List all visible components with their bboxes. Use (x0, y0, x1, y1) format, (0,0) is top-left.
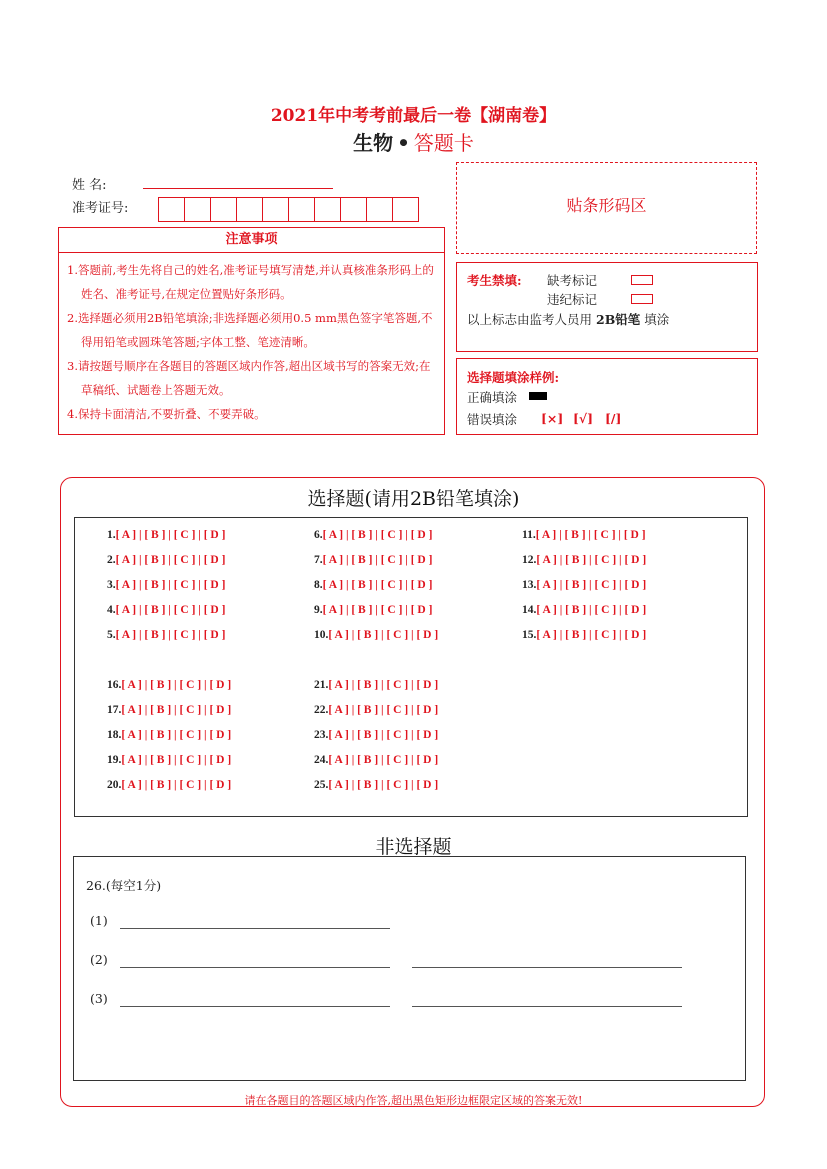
note-prefix: 以上标志由监考人员用 (467, 312, 593, 327)
note-suffix: 填涂 (644, 312, 670, 327)
question-number: 18. (107, 729, 122, 741)
mcq-question[interactable] (107, 704, 231, 716)
mcq-question[interactable] (314, 579, 432, 591)
question-number: 16. (107, 679, 122, 691)
blank-label: (1) (90, 913, 108, 928)
id-cell[interactable] (262, 197, 289, 222)
question-number: 23. (314, 729, 329, 741)
forbidden-note (467, 310, 669, 328)
fill-example-box (456, 358, 758, 435)
answer-options[interactable]: [ A ] | [ B ] | [ C ] | [ D ] (115, 629, 226, 641)
mcq-question[interactable] (522, 579, 646, 591)
mcq-question[interactable] (522, 629, 646, 641)
answer-options[interactable]: [ A ] | [ B ] | [ C ] | [ D ] (121, 704, 232, 716)
mcq-question[interactable] (107, 579, 225, 591)
id-label: 准考证号: (72, 201, 129, 216)
question-number: 14. (522, 604, 537, 616)
forbidden-box (456, 262, 758, 352)
id-cell[interactable] (158, 197, 185, 222)
footer-warning: 请在各题目的答题区域内作答,超出黑色矩形边框限定区域的答案无效! (244, 1094, 583, 1107)
answer-options[interactable]: [ A ] | [ B ] | [ C ] | [ D ] (322, 604, 433, 616)
answer-options[interactable]: [ A ] | [ B ] | [ C ] | [ D ] (121, 779, 232, 791)
notice-list (59, 253, 444, 426)
mcq-question[interactable] (314, 604, 432, 616)
answer-options[interactable]: [ A ] | [ B ] | [ C ] | [ D ] (535, 529, 646, 541)
question-number: 9. (314, 604, 323, 616)
free-response-box (73, 856, 746, 1081)
id-cell[interactable] (288, 197, 315, 222)
mcq-question[interactable] (314, 679, 438, 691)
barcode-area (456, 162, 757, 254)
mcq-question[interactable] (522, 554, 646, 566)
mcq-question[interactable] (314, 754, 438, 766)
answer-options[interactable]: [ A ] | [ B ] | [ C ] | [ D ] (328, 779, 439, 791)
question-number: 3. (107, 579, 116, 591)
blank-label: (3) (90, 991, 108, 1006)
id-cell[interactable] (184, 197, 211, 222)
question-number: 2. (107, 554, 116, 566)
question-number: 25. (314, 779, 329, 791)
subject-title (0, 127, 827, 156)
name-label: 姓 名: (72, 178, 107, 193)
question-number: 7. (314, 554, 323, 566)
answer-options[interactable]: [ A ] | [ B ] | [ C ] | [ D ] (328, 629, 439, 641)
mcq-question[interactable] (314, 729, 438, 741)
notice-item: 4.保持卡面清洁,不要折叠、不要弄破。 (67, 407, 266, 421)
question-number: 24. (314, 754, 329, 766)
absent-label: 缺考标记 (547, 273, 598, 288)
question-number: 1. (107, 529, 116, 541)
answer-options[interactable]: [ A ] | [ B ] | [ C ] | [ D ] (322, 579, 433, 591)
id-cell[interactable] (210, 197, 237, 222)
answer-options[interactable]: [ A ] | [ B ] | [ C ] | [ D ] (536, 604, 647, 616)
absent-mark[interactable] (631, 275, 653, 285)
question-number: 15. (522, 629, 537, 641)
mcq-question[interactable] (522, 529, 646, 541)
wrong-mark: [×] (541, 411, 564, 426)
notice-item: 3.请按题号顺序在各题目的答题区域内作答,超出区域书写的答案无效;在草稿纸、试题卷上答题无效。 (67, 359, 431, 397)
answer-options[interactable]: [ A ] | [ B ] | [ C ] | [ D ] (328, 679, 439, 691)
answer-options[interactable]: [ A ] | [ B ] | [ C ] | [ D ] (115, 554, 226, 566)
notice-heading: 注意事项 (59, 228, 444, 253)
title-separator: • (397, 131, 410, 155)
answer-options[interactable]: [ A ] | [ B ] | [ C ] | [ D ] (121, 754, 232, 766)
mcq-question[interactable] (314, 554, 432, 566)
question-26-label: 26.(每空1分) (86, 878, 162, 893)
mcq-question[interactable] (107, 729, 231, 741)
fill-example-heading: 选择题填涂样例: (467, 370, 560, 385)
subject-name: 生物 (353, 131, 394, 155)
question-number: 10. (314, 629, 329, 641)
exam-title: 2021年中考考前最后一卷【湖南卷】 (270, 106, 557, 126)
forbidden-label: 考生禁填: (467, 273, 522, 288)
note-bold: 2B铅笔 (596, 312, 641, 327)
answer-options[interactable]: [ A ] | [ B ] | [ C ] | [ D ] (328, 754, 439, 766)
id-cell[interactable] (314, 197, 341, 222)
answer-line[interactable] (120, 928, 390, 929)
question-number: 8. (314, 579, 323, 591)
answer-options[interactable]: [ A ] | [ B ] | [ C ] | [ D ] (115, 529, 226, 541)
answer-line[interactable] (412, 1006, 682, 1007)
id-number-boxes[interactable] (158, 197, 419, 222)
answer-options[interactable]: [ A ] | [ B ] | [ C ] | [ D ] (121, 679, 232, 691)
question-number: 4. (107, 604, 116, 616)
question-number: 21. (314, 679, 329, 691)
mcq-question[interactable] (522, 604, 646, 616)
mcq-question[interactable] (107, 629, 225, 641)
id-cell[interactable] (236, 197, 263, 222)
wrong-mark: [√] (573, 411, 594, 426)
correct-fill-mark (529, 392, 547, 400)
question-number: 6. (314, 529, 323, 541)
mcq-question[interactable] (107, 779, 231, 791)
question-number: 13. (522, 579, 537, 591)
mcq-question[interactable] (107, 554, 225, 566)
answer-options[interactable]: [ A ] | [ B ] | [ C ] | [ D ] (322, 529, 433, 541)
notice-item: 1.答题前,考生先将自己的姓名,准考证号填写清楚,并认真核准条形码上的姓名、准考证号,在规定位置贴好条形码。 (67, 263, 434, 301)
question-number: 5. (107, 629, 116, 641)
mcq-question[interactable] (107, 679, 231, 691)
answer-options[interactable]: [ A ] | [ B ] | [ C ] | [ D ] (536, 554, 647, 566)
question-number: 20. (107, 779, 122, 791)
answer-line[interactable] (412, 967, 682, 968)
wrong-fill-label: 错误填涂 (467, 412, 518, 427)
mcq-question[interactable] (314, 704, 438, 716)
wrong-mark: [/] (605, 411, 622, 426)
answer-options[interactable]: [ A ] | [ B ] | [ C ] | [ D ] (536, 579, 647, 591)
mcq-question[interactable] (314, 529, 432, 541)
barcode-label: 贴条形码区 (566, 195, 647, 215)
correct-fill-label: 正确填涂 (467, 390, 518, 405)
violation-label: 违纪标记 (547, 292, 598, 307)
answer-line[interactable] (120, 1006, 390, 1007)
id-cell[interactable] (392, 197, 419, 222)
mcq-question[interactable] (107, 754, 231, 766)
question-number: 22. (314, 704, 329, 716)
id-cell[interactable] (366, 197, 393, 222)
mcq-question[interactable] (107, 529, 225, 541)
question-number: 17. (107, 704, 122, 716)
answer-options[interactable]: [ A ] | [ B ] | [ C ] | [ D ] (328, 704, 439, 716)
answer-options[interactable]: [ A ] | [ B ] | [ C ] | [ D ] (322, 554, 433, 566)
mcq-question[interactable] (107, 604, 225, 616)
answer-line[interactable] (120, 967, 390, 968)
answer-card-label: 答题卡 (413, 131, 474, 155)
id-cell[interactable] (340, 197, 367, 222)
question-number: 12. (522, 554, 537, 566)
answer-options[interactable]: [ A ] | [ B ] | [ C ] | [ D ] (115, 579, 226, 591)
name-field[interactable] (143, 188, 333, 189)
answer-options[interactable]: [ A ] | [ B ] | [ C ] | [ D ] (121, 729, 232, 741)
mcq-question[interactable] (314, 779, 438, 791)
answer-options[interactable]: [ A ] | [ B ] | [ C ] | [ D ] (115, 604, 226, 616)
question-number: 19. (107, 754, 122, 766)
notice-box (58, 227, 445, 435)
mcq-question[interactable] (314, 629, 438, 641)
violation-mark[interactable] (631, 294, 653, 304)
notice-item: 2.选择题必须用2B铅笔填涂;非选择题必须用0.5 mm黑色签字笔答题,不得用铅笔或圆珠笔答题;字体工整、笔迹清晰。 (67, 311, 433, 349)
blank-label: (2) (90, 952, 108, 967)
answer-options[interactable]: [ A ] | [ B ] | [ C ] | [ D ] (536, 629, 647, 641)
free-response-title: 非选择题 (375, 836, 452, 858)
mcq-title: 选择题(请用2B铅笔填涂) (307, 488, 520, 510)
answer-options[interactable]: [ A ] | [ B ] | [ C ] | [ D ] (328, 729, 439, 741)
question-number: 11. (522, 529, 536, 541)
